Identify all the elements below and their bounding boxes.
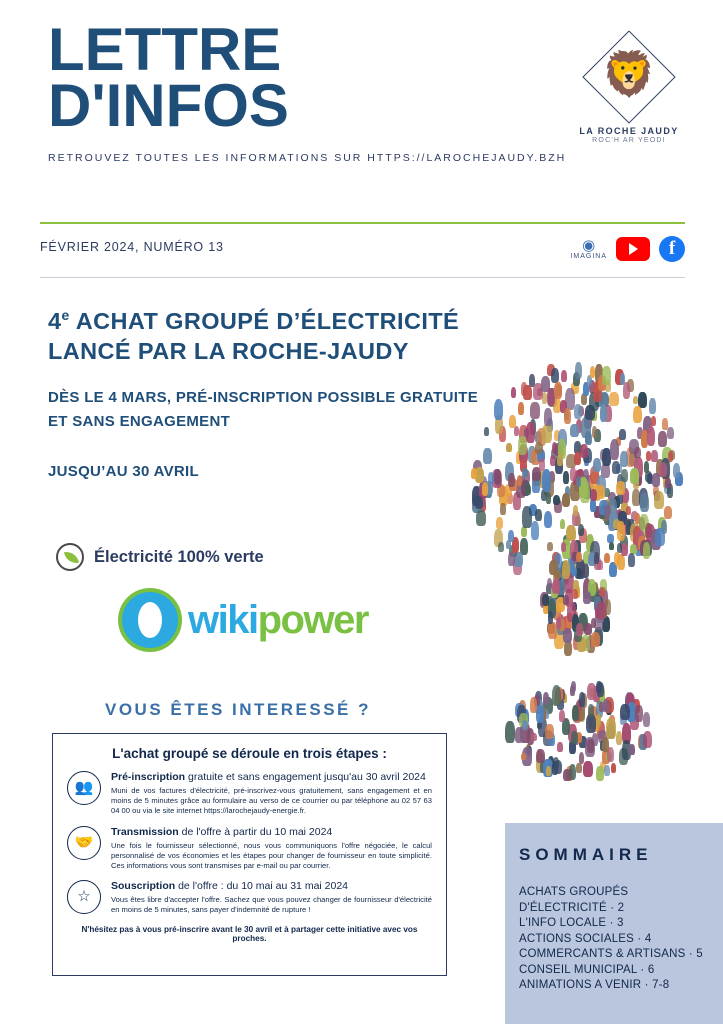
facebook-icon[interactable]: f	[659, 236, 685, 262]
summary-item: COMMERCANTS & ARTISANS · 5	[519, 948, 703, 960]
divider-green	[40, 222, 685, 224]
step-description: Une fois le fournisseur sélectionné, nous vous communiquons l'offre négociée, le calcul personnalisé de vos économies et les étapes pour changer de fournisseur en toute simplicité. Ces informations vous sont transmises par e-mail ou par courrier.	[111, 840, 432, 871]
step-item	[67, 826, 432, 872]
divider-grey	[40, 277, 685, 278]
header-subtitle: RETROUVEZ TOUTES LES INFORMATIONS SUR HTTPS://LAROCHEJAUDY.BZH	[48, 152, 567, 164]
wikipower-name-part2: power	[257, 598, 368, 642]
youtube-icon[interactable]	[616, 237, 650, 261]
steps-box-title: L'achat groupé se déroule en trois étapes :	[112, 746, 387, 761]
step-title: Transmission	[111, 825, 179, 838]
step-item	[67, 880, 432, 915]
summary-item: ANIMATIONS A VENIR · 7-8	[519, 979, 670, 991]
people-group-icon: 👥	[67, 771, 101, 805]
issue-label: FÉVRIER 2024, NUMÉRO 13	[40, 240, 224, 254]
crowd-illustration	[452, 348, 700, 688]
headline-number: 4	[48, 307, 62, 334]
green-electricity-label: Électricité 100% verte	[94, 547, 264, 566]
logo-town-name-breton: ROC'H AR YEODI	[592, 137, 666, 144]
step-subtitle: gratuite et sans engagement jusqu'au 30 avril 2024	[185, 771, 426, 783]
green-electricity-line	[56, 543, 264, 571]
step-subtitle: de l'offre à partir du 10 mai 2024	[178, 825, 333, 838]
article-subhead-2: JUSQU’AU 30 AVRIL	[48, 463, 199, 480]
steps-box-footer: N'hésitez pas à vous pré-inscrire avant le 30 avril et à partager cette initiative avec vos proches.	[81, 924, 418, 943]
summary-item: L'INFO LOCALE · 3	[519, 917, 624, 929]
step-title: Pré-inscription	[111, 771, 186, 783]
imagina-logo[interactable]	[570, 238, 607, 260]
summary-item: ACHATS GROUPÉS	[519, 886, 629, 898]
summary-list	[519, 885, 705, 994]
social-links	[570, 236, 685, 262]
imagina-label: IMAGINA	[570, 253, 607, 260]
step-subtitle: de l'offre : du 10 mai au 31 mai 2024	[175, 880, 349, 893]
summary-item: CONSEIL MUNICIPAL · 6	[519, 963, 655, 976]
star-icon: ☆	[67, 880, 101, 914]
step-title: Souscription	[111, 880, 176, 893]
summary-panel	[505, 823, 723, 1024]
summary-item: ACTIONS SOCIALES · 4	[519, 932, 652, 945]
step-description: Muni de vos factures d'électricité, pré-inscrivez-vous gratuitement, sans engagement et en moins de 5 minutes grâce au formulaire au verso de ce courrier ou par téléphone au 02 57 63 04 00 ou via le site internet https://larochejaudy-energie.fr.	[111, 786, 432, 816]
summary-item: D'ÉLECTRICITÉ · 2	[519, 901, 625, 914]
logo-town-name: LA ROCHE JAUDY	[579, 126, 679, 136]
steps-box	[52, 733, 447, 976]
logo-lozenge	[582, 30, 676, 124]
headline-exponent: e	[61, 307, 70, 323]
town-logo	[573, 30, 685, 170]
wikipower-name-part1: wiki	[188, 598, 258, 642]
step-description: Vous êtes libre d'accepter l'offre. Sachez que vous pouvez changer de fournisseur d'électricité en moins de 5 minutes, sans payer d'indemnité de rupture !	[111, 895, 432, 915]
headline-text: ACHAT GROUPÉ D’ÉLECTRICITÉ LANCÉ PAR LA ROCHE-JAUDY	[48, 307, 460, 364]
interested-question: VOUS ÊTES INTERESSÉ ?	[105, 700, 371, 719]
wikipower-logo	[118, 588, 368, 652]
lion-heraldic-icon: 🦁	[601, 50, 657, 100]
crowd-illustration-base	[505, 676, 655, 786]
wikipower-mark-icon	[118, 588, 182, 652]
leaf-icon	[56, 543, 84, 571]
summary-title: SOMMAIRE	[519, 845, 653, 864]
article-subhead-1: DÈS LE 4 MARS, PRÉ-INSCRIPTION POSSIBLE GRATUITE ET SANS ENGAGEMENT	[48, 389, 478, 430]
title-line-2: D'INFOS	[48, 72, 289, 139]
imagina-mark-icon: ◉	[582, 237, 596, 254]
title-line-1: LETTRE	[48, 16, 282, 83]
article-headline	[48, 300, 518, 366]
handshake-icon: 🤝	[67, 826, 101, 860]
step-item	[67, 771, 432, 817]
